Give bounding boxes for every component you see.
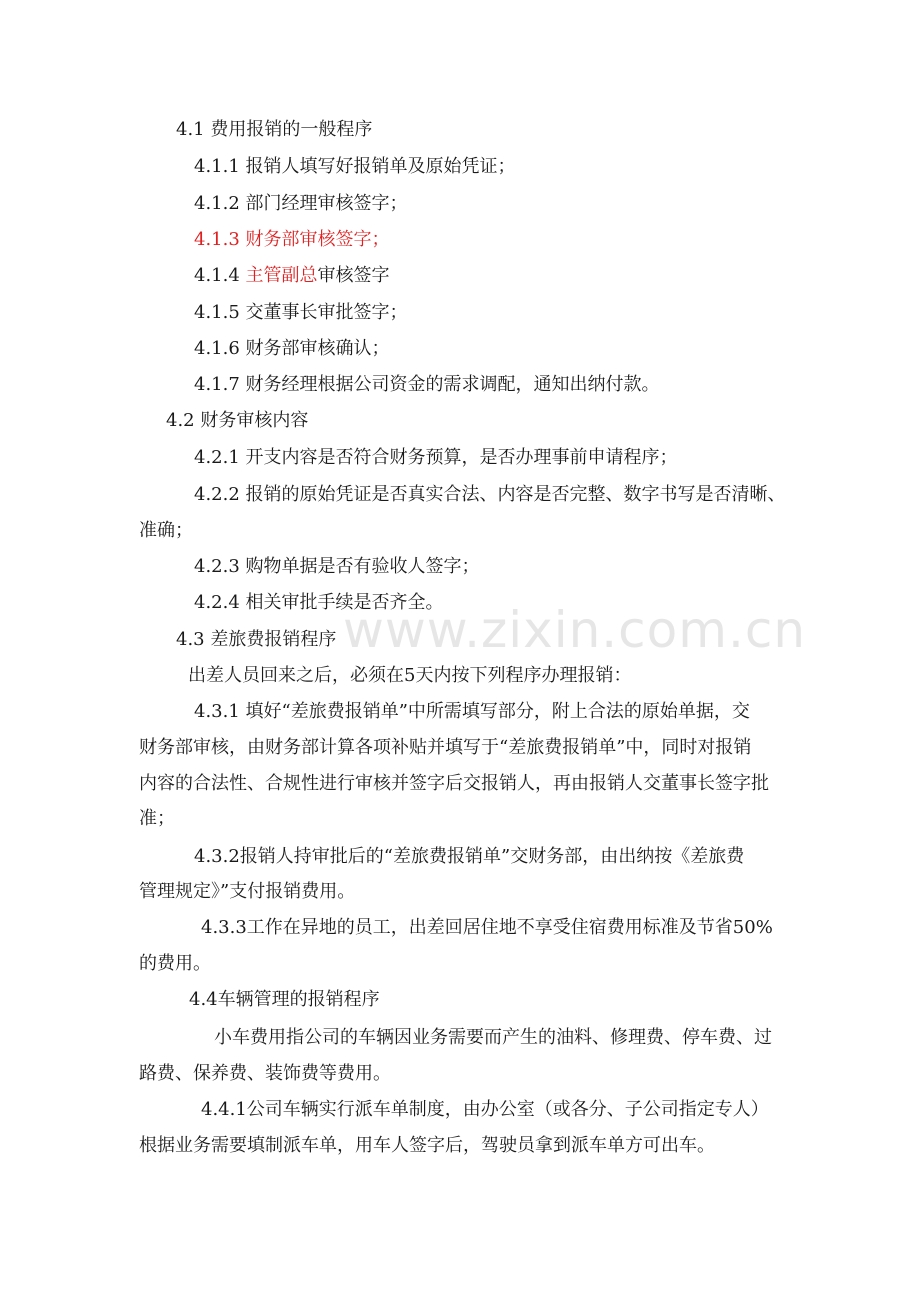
- item-4-1-4: [194, 265, 390, 287]
- item-4-4-1: 4.4.1公司车辆实行派车单制度，由办公室（或各分、子公司指定专人）: [201, 1099, 769, 1120]
- item-4-1-7: 4.1.7 财务经理根据公司资金的需求调配，通知出纳付款。: [194, 374, 660, 395]
- item-4-1-4-highlight: 主管副总: [245, 265, 318, 286]
- item-4-1-1: 4.1.1 报销人填写好报销单及原始凭证；: [194, 156, 516, 177]
- item-4-1-4-number: 4.1.4: [194, 265, 246, 286]
- para-4-4-intro: 小车费用指公司的车辆因业务需要而产生的油料、修理费、停车费、过: [214, 1027, 772, 1048]
- item-4-2-2: 4.2.2 报销的原始凭证是否真实合法、内容是否完整、数字书写是否清晰、: [194, 484, 786, 505]
- item-4-2-4: 4.2.4 相关审批手续是否齐全。: [194, 592, 444, 613]
- para-4-3-intro: 出差人员回来之后，必须在5天内按下列程序办理报销：: [188, 665, 632, 686]
- item-4-4-1-cont: 根据业务需要填制派车单，用车人签字后，驾驶员拿到派车单方可出车。: [139, 1135, 715, 1156]
- watermark: www.zixin.com.cn: [343, 601, 807, 659]
- item-4-1-2: 4.1.2 部门经理审核签字；: [194, 193, 408, 214]
- item-4-2-3: 4.2.3 购物单据是否有验收人签字；: [194, 556, 480, 577]
- item-4-3-2-cont: 管理规定》”支付报销费用。: [139, 881, 356, 902]
- item-4-3-1-cont3: 准；: [139, 808, 175, 829]
- item-4-3-1-cont2: 内容的合法性、合规性进行审核并签字后交报销人，再由报销人交董事长签字批: [139, 773, 769, 794]
- item-4-3-1: 4.3.1 填好“差旅费报销单”中所需填写部分，附上合法的原始单据，交: [194, 701, 750, 722]
- item-4-3-2: 4.3.2报销人持审批后的“差旅费报销单”交财务部，由出纳按《差旅费: [194, 846, 745, 867]
- item-4-2-2-cont: 准确；: [139, 520, 193, 541]
- heading-4-2: 4.2 财务审核内容: [166, 410, 309, 431]
- heading-4-4: 4.4车辆管理的报销程序: [189, 989, 380, 1010]
- item-4-1-4-rest: 审核签字: [317, 265, 390, 286]
- heading-4-3: 4.3 差旅费报销程序: [176, 629, 337, 650]
- item-4-2-1: 4.2.1 开支内容是否符合财务预算，是否办理事前申请程序；: [194, 447, 678, 468]
- heading-4-1: 4.1 费用报销的一般程序: [176, 119, 373, 140]
- item-4-1-5: 4.1.5 交董事长审批签字；: [194, 302, 408, 323]
- item-4-3-1-cont1: 财务部审核，由财务部计算各项补贴并填写于“差旅费报销单”中，同时对报销: [139, 737, 752, 758]
- item-4-1-6: 4.1.6 财务部审核确认；: [194, 338, 390, 359]
- para-4-4-intro-cont: 路费、保养费、装饰费等费用。: [139, 1063, 391, 1084]
- item-4-1-3: 4.1.3 财务部审核签字；: [194, 229, 390, 250]
- item-4-3-3-cont: 的费用。: [139, 953, 211, 974]
- item-4-3-3: 4.3.3工作在异地的员工，出差回居住地不享受住宿费用标准及节省50%: [201, 917, 773, 938]
